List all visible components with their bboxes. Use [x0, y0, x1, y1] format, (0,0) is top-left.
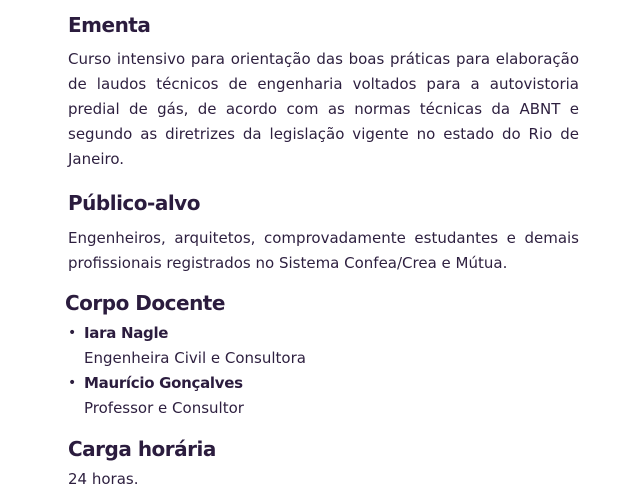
ementa-text: Curso intensivo para orientação das boas práticas para elaboração de laudos técnicos de engenharia voltados para a autovistoria predial de gás, de acordo com as normas técnicas da ABNT e segundo as diretrizes da legislação vigente no estado do Rio de Janeiro.: [68, 50, 579, 168]
faculty-member: [68, 321, 579, 371]
faculty-member: [68, 371, 579, 421]
corpo-docente-heading: Corpo Docente: [65, 291, 225, 315]
faculty-role: Engenheira Civil e Consultora: [84, 349, 306, 367]
faculty-name: Iara Nagle: [84, 324, 169, 342]
course-details: [65, 10, 579, 492]
carga-horaria-heading: Carga horária: [68, 437, 216, 461]
faculty-name: Maurício Gonçalves: [84, 374, 243, 392]
faculty-role: Professor e Consultor: [84, 399, 244, 417]
ementa-heading: Ementa: [68, 13, 151, 37]
publico-alvo-heading: Público-alvo: [68, 191, 200, 215]
bullet-icon: •: [68, 325, 77, 341]
carga-horaria-text: 24 horas.: [68, 470, 139, 488]
faculty-list: [68, 321, 579, 421]
bullet-icon: •: [68, 375, 77, 391]
publico-alvo-text: Engenheiros, arquitetos, comprovadamente estudantes e demais profissionais registrados no Sistema Confea/Crea e Mútua.: [68, 229, 579, 272]
